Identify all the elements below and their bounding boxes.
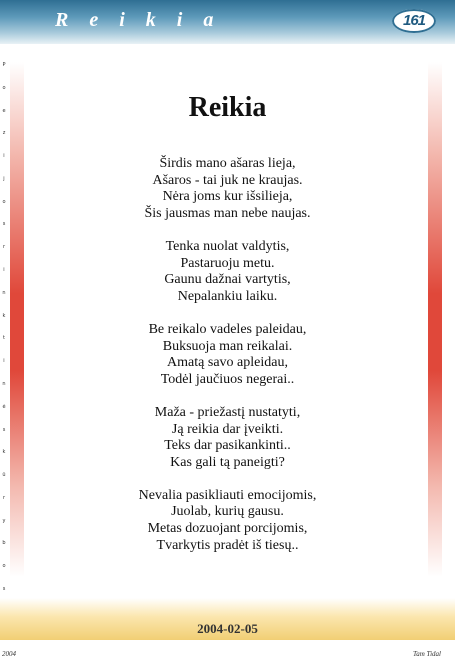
poem-stanza bbox=[60, 156, 395, 222]
poem-body bbox=[60, 156, 395, 571]
side-letter: P bbox=[2, 62, 6, 68]
side-letter: s bbox=[2, 426, 6, 433]
side-letter: o bbox=[2, 84, 6, 91]
poem-stanza bbox=[60, 405, 395, 471]
poem-line: Gaunu dažnai vartytis, bbox=[164, 272, 291, 288]
poem-line: Nevalia pasikliauti emocijomis, bbox=[138, 487, 317, 503]
poem-line: Tvarkytis pradėt iš tiesų.. bbox=[156, 537, 299, 553]
side-letter: e bbox=[2, 107, 6, 114]
poem-stanza bbox=[60, 239, 395, 305]
poem-stanza bbox=[60, 488, 395, 554]
right-decorative-strip bbox=[428, 62, 442, 577]
poem-line: Amatą savo apleidau, bbox=[167, 355, 288, 371]
side-letter: r bbox=[2, 244, 6, 251]
left-decorative-strip bbox=[10, 62, 24, 577]
logo-badge bbox=[392, 9, 436, 33]
poem-title: Reikia bbox=[188, 92, 267, 123]
poem-line: Metas dozuojant porcijomis, bbox=[147, 521, 308, 537]
side-letter: ū bbox=[2, 472, 6, 479]
header-banner bbox=[0, 0, 455, 44]
side-letter-column bbox=[0, 62, 8, 592]
poem-line: Buksuoja man reikalai. bbox=[162, 338, 293, 354]
footer-year: 2004 bbox=[2, 650, 16, 658]
side-letter: r bbox=[2, 494, 6, 501]
side-letter: ė bbox=[2, 403, 6, 410]
side-letter: z bbox=[2, 130, 6, 137]
side-letter: i bbox=[3, 267, 5, 274]
side-letter: n bbox=[2, 289, 6, 296]
side-letter: t bbox=[3, 335, 5, 342]
poem-line: Širdis mano ašaras lieja, bbox=[159, 156, 296, 171]
side-letter: s bbox=[2, 221, 6, 228]
poem-line: Ašaros - tai juk ne kraujas. bbox=[152, 172, 303, 188]
side-letter: i bbox=[3, 153, 5, 160]
poem-line: Todėl jaučiuos negerai.. bbox=[160, 371, 295, 387]
poem-line: Maža - priežastį nustatyti, bbox=[154, 404, 301, 420]
side-letter: j bbox=[3, 175, 5, 182]
poem-line: Ją reikia dar įveikti. bbox=[171, 421, 284, 437]
poem-line: Nėra joms kur išsilieja, bbox=[162, 189, 293, 205]
side-letter: k bbox=[2, 312, 6, 319]
poem-line: Šis jausmas man nebe naujas. bbox=[144, 205, 311, 221]
side-letter: b bbox=[2, 540, 6, 547]
logo-text: 161 bbox=[402, 12, 426, 29]
poem-line: Nepalankiu laiku. bbox=[177, 288, 278, 304]
side-letter: n bbox=[2, 380, 6, 387]
side-letter: o bbox=[2, 198, 6, 205]
side-letter: i bbox=[3, 358, 5, 365]
poem-line: Juolab, kurių gausu. bbox=[171, 504, 284, 520]
poem-date: 2004-02-05 bbox=[197, 621, 258, 636]
side-letter: y bbox=[2, 517, 6, 524]
poem-line: Pastaruoju metu. bbox=[180, 255, 275, 271]
side-letter: s bbox=[2, 585, 6, 592]
poem-stanza bbox=[60, 322, 395, 388]
side-letter: o bbox=[2, 563, 6, 570]
header-title: R e i k i a bbox=[55, 9, 222, 31]
side-letter: k bbox=[2, 449, 6, 456]
footer-author: Tam Tidal bbox=[413, 650, 441, 658]
poem-line: Teks dar pasikankinti.. bbox=[164, 438, 291, 454]
poem-line: Tenka nuolat valdytis, bbox=[165, 238, 290, 254]
poem-line: Kas gali tą paneigti? bbox=[170, 454, 285, 470]
poem-line: Be reikalo vadeles paleidau, bbox=[148, 321, 307, 337]
